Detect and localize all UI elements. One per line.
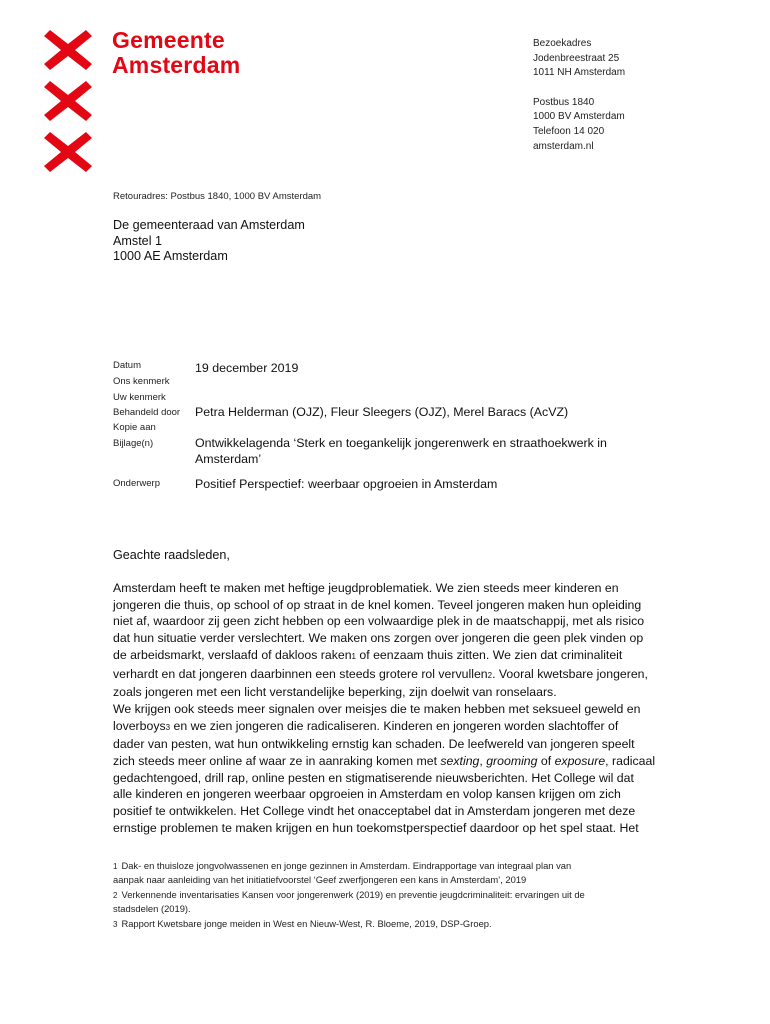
body-line: niet af, waardoor zij geen zicht hebben op een volwaardige plek in de maatschappij, met als risico <box>113 614 645 629</box>
body-line <box>113 647 668 666</box>
return-address: Retouradres: Postbus 1840, 1000 BV Amsterdam <box>113 191 322 202</box>
value-date: 19 december 2019 <box>195 361 299 375</box>
footnote-line <box>113 888 673 902</box>
letter-body <box>113 580 668 837</box>
label-our-ref: Ons kenmerk <box>113 376 170 387</box>
body-line: alle kinderen en jongeren weerbaar opgroeien in Amsterdam en volop kansen krijgen om zich <box>113 787 621 802</box>
body-text-run: . Vooral kwetsbare jongeren, <box>492 666 648 681</box>
footnote-text: Dak- en thuisloze jongvolwassenen en jonge gezinnen in Amsterdam. Eindrapportage van integraal plan van <box>121 860 572 871</box>
footnote-ref-3: 3 <box>165 722 171 732</box>
value-attachments <box>195 436 665 467</box>
body-text-italic: exposure <box>554 754 606 769</box>
footnote-1 <box>113 859 673 886</box>
footnotes <box>113 859 673 933</box>
logo-line-2: Amsterdam <box>112 52 241 78</box>
label-subject: Onderwerp <box>113 478 160 489</box>
visit-address-city: 1011 NH Amsterdam <box>533 67 626 79</box>
body-text-run: de arbeidsmarkt, verslaafd of dakloos raken <box>113 647 352 662</box>
body-line: positief te ontwikkelen. Het College vindt het onacceptabel dat in Amsterdam jongeren met deze <box>113 804 636 819</box>
value-handled-by: Petra Helderman (OJZ), Fleur Sleegers (OJZ), Merel Baracs (AcVZ) <box>195 405 569 419</box>
body-text-run: of eenzaam thuis zitten. We zien dat criminaliteit <box>356 647 623 662</box>
label-date: Datum <box>113 360 141 371</box>
body-line: dat hun situatie verder verslechtert. We maken ons zorgen over jongeren die geen plek vinden op <box>113 631 644 646</box>
sender-address-block <box>533 37 625 154</box>
footnote-ref-1: 1 <box>351 651 356 661</box>
body-text-run: , <box>479 754 487 769</box>
recipient-city: 1000 AE Amsterdam <box>113 249 228 264</box>
body-text-italic: sexting <box>440 754 480 769</box>
body-line: zoals jongeren met een licht verstandelijke beperking, zijn doelwit van ronselaars. <box>113 685 557 700</box>
footnote-number: 1 <box>113 862 118 871</box>
footnote-line: stadsdelen (2019). <box>113 903 191 915</box>
footnote-line <box>113 917 673 931</box>
cross-icon <box>44 132 92 172</box>
footnote-ref-2: 2 <box>487 670 493 680</box>
footnote-2 <box>113 888 673 915</box>
footnote-text: Rapport Kwetsbare jonge meiden in West en Nieuw-West, R. Bloeme, 2019, DSP-Groep. <box>121 917 492 929</box>
value-attachments-line2: Amsterdam’ <box>195 451 262 466</box>
postal-po-box: Postbus 1840 <box>533 96 595 108</box>
body-line <box>113 753 668 770</box>
salutation: Geachte raadsleden, <box>113 548 230 562</box>
body-line: ernstige problemen te maken krijgen en hun toekomstperspectief daardoor op het spel staat. Het <box>113 820 639 835</box>
label-your-ref: Uw kenmerk <box>113 392 166 403</box>
body-line: Amsterdam heeft te maken met heftige jeugdproblematiek. We zien steeds meer kinderen en <box>113 581 619 595</box>
body-line: gedachtengoed, drill rap, online pesten en stigmatiserende nieuwsberichten. Het College wil dat <box>113 770 634 785</box>
footnote-text: Verkennende inventarisaties Kansen voor jongerenwerk (2019) en preventie jeugdcriminaliteit: ervaringen uit de <box>121 888 585 900</box>
label-copy-to: Kopie aan <box>113 422 156 433</box>
logo-wordmark <box>112 28 240 78</box>
footnote-number: 2 <box>113 890 118 900</box>
body-text-run: zich steeds meer online af waar ze in aanraking komen met <box>113 754 441 769</box>
footnote-line: aanpak naar aanleiding van het initiatiefvoorstel ‘Geef zwerfjongeren een kans in Amsterdam’, 2019 <box>113 874 527 886</box>
body-text-run: of <box>537 754 555 769</box>
body-text-run: , radicaal <box>605 754 656 769</box>
phone-number: Telefoon 14 020 <box>533 125 605 137</box>
label-attachments: Bijlage(n) <box>113 438 154 449</box>
footnote-3 <box>113 917 673 931</box>
body-text-run: loverboys <box>113 718 166 733</box>
value-attachments-line1: Ontwikkelagenda ‘Sterk en toegankelijk jongerenwerk en straathoekwerk in <box>195 436 607 450</box>
cross-icon <box>44 30 92 70</box>
recipient-name: De gemeenteraad van Amsterdam <box>113 218 305 232</box>
body-line: We krijgen ook steeds meer signalen over meisjes die te maken hebben met seksueel geweld en <box>113 701 641 716</box>
body-text-run: en we zien jongeren die radicaliseren. Kinderen en jongeren worden slachtoffer of <box>170 718 619 733</box>
value-subject: Positief Perspectief: weerbaar opgroeien in Amsterdam <box>195 477 498 491</box>
body-text-run: verhardt en dat jongeren daarbinnen een steeds grotere rol vervullen <box>113 666 488 681</box>
footnote-line <box>113 859 673 873</box>
body-line <box>113 666 668 685</box>
logo-line-1: Gemeente <box>112 27 225 53</box>
postal-city: 1000 BV Amsterdam <box>533 111 625 123</box>
label-handled-by: Behandeld door <box>113 407 181 418</box>
website: amsterdam.nl <box>533 140 594 152</box>
recipient-street: Amstel 1 <box>113 233 162 248</box>
body-line <box>113 718 668 737</box>
cross-icon <box>44 81 92 121</box>
amsterdam-crosses-logo <box>44 30 92 183</box>
body-text-italic: grooming <box>486 754 538 769</box>
body-line: dader van pesten, wat hun ontwikkeling ernstig kan schaden. De leefwereld van jongeren speelt <box>113 737 635 752</box>
footnote-number: 3 <box>113 919 118 929</box>
body-line: jongeren die thuis, op school of op straat in de knel komen. Teveel jongeren maken hun opleiding <box>113 597 642 612</box>
visit-address-label: Bezoekadres <box>533 38 592 49</box>
recipient-address <box>113 218 305 265</box>
visit-address-street: Jodenbreestraat 25 <box>533 52 620 64</box>
